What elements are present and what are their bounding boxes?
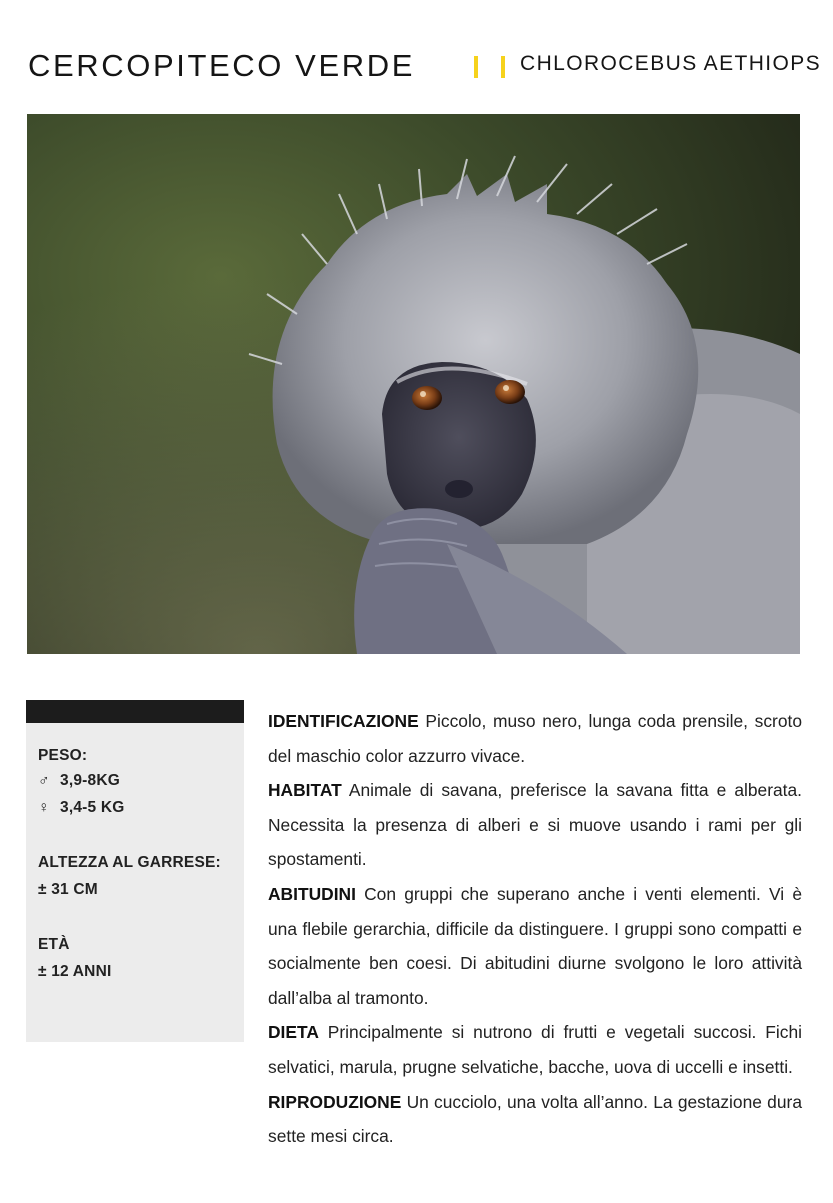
age-label: ETÀ (38, 936, 70, 953)
section-keyword: HABITAT (268, 780, 342, 801)
section-text: Animale di savana, preferisce la savana fitta e alberata. Necessita la presenza di alberi e si muove usando i rami per gli spostamenti. (268, 780, 802, 870)
weight-label: PESO: (38, 747, 88, 764)
section-keyword: IDENTIFICAZIONE (268, 711, 419, 731)
description (268, 704, 802, 1154)
height-label: ALTEZZA AL GARRESE: (38, 854, 221, 871)
section-text: Con gruppi che superano anche i venti elementi. Vi è una flebile gerarchia, difficile da distinguere. I gruppi sono compatti e socialmente ben coesi. Di abitudini diurne svolgono le loro attività dall’alba al tramonto. (268, 883, 802, 1008)
section-reproduction (268, 1085, 802, 1154)
weight-male: ♂ 3,9-8KG (38, 772, 120, 789)
height-value: ± 31 CM (38, 881, 98, 898)
male-symbol-icon: ♂ (38, 772, 50, 789)
common-name: CERCOPITECO VERDE (28, 48, 415, 83)
weight-female: ♀ 3,4-5 KG (38, 799, 125, 816)
section-keyword: ABITUDINI (268, 883, 356, 904)
section-text: Principalmente si nutrono di frutti e vegetali succosi. Fichi selvatici, marula, prugne selvatiche, bacche, uova di uccelli e insetti. (268, 1022, 802, 1077)
section-identification (268, 704, 802, 773)
stats-box (26, 700, 244, 1042)
age-value: ± 12 ANNI (38, 963, 112, 980)
title-separator (501, 56, 505, 78)
section-habitat (268, 773, 802, 877)
stats-header-bar (26, 700, 244, 723)
section-diet (268, 1015, 802, 1084)
vervet-monkey-photo (27, 114, 800, 654)
section-keyword: DIETA (268, 1022, 319, 1043)
section-text: Piccolo, muso nero, lunga coda prensile, scroto del maschio color azzurro vivace. (268, 711, 802, 766)
female-symbol-icon: ♀ (38, 799, 50, 816)
page-title (28, 44, 822, 92)
scientific-name: CHLOROCEBUS AETHIOPS (520, 52, 822, 75)
section-keyword: RIPRODUZIONE (268, 1091, 402, 1112)
section-habits (268, 877, 802, 1015)
title-separator (474, 56, 478, 78)
section-text: Un cucciolo, una volta all’anno. La gestazione dura sette mesi circa. (268, 1091, 802, 1147)
